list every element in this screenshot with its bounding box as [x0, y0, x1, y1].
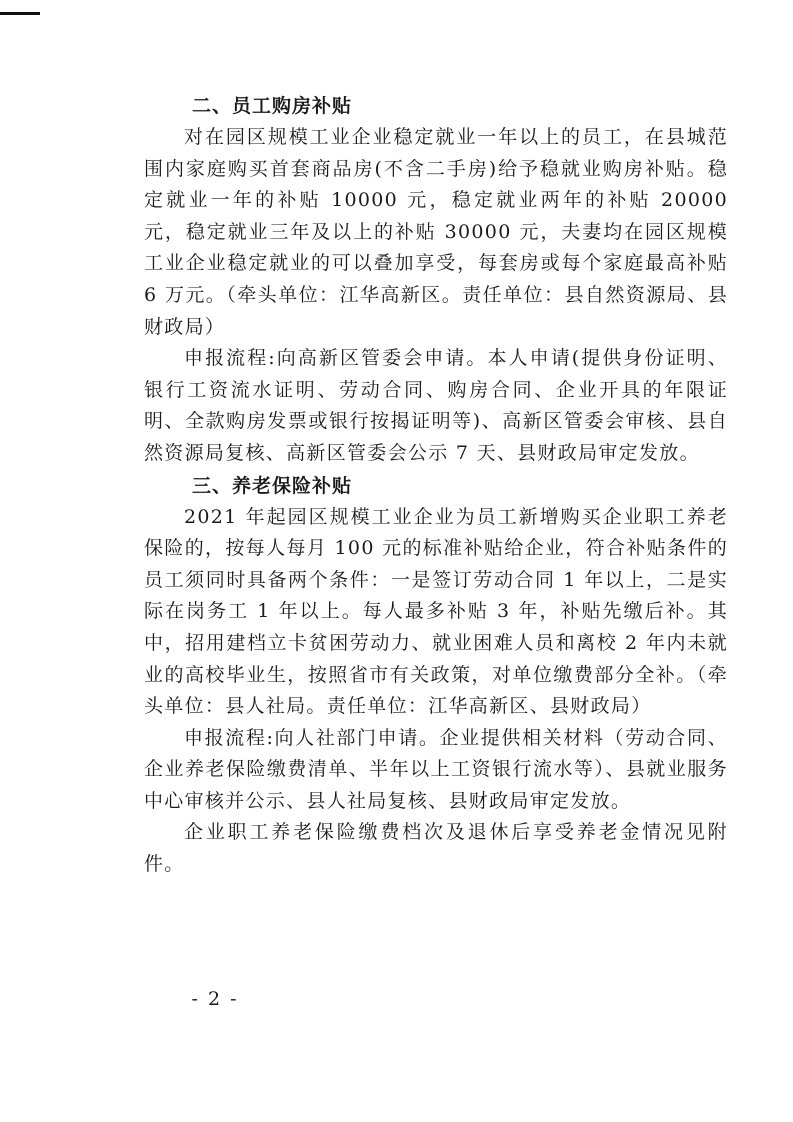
section-heading-pension-subsidy: 三、养老保险补贴 — [192, 474, 353, 497]
housing-subsidy-policy-paragraph: 对在园区规模工业企业稳定就业一年以上的员工，在县城范围内家庭购买首套商品房(不含二手房)给予稳就业购房补贴。稳定就业一年的补贴 10000 元，稳定就业两年的补贴 20000 元，稳定就业三年及以上的补贴 30000 元，夫妻均在园区规模工业企业稳定就业的可以叠加享受，每套房或每个家庭最高补贴 6 万元。（牵头单位：江华高新区。责任单位：县自然资源局、县财政局） — [144, 126, 728, 338]
pension-subsidy-application-process: 申报流程:向人社部门申请。企业提供相关材料（劳动合同、企业养老保险缴费清单、半年以上工资银行流水等）、县就业服务中心审核并公示、县人社局复核、县财政局审定发放。 — [144, 726, 728, 812]
corner-binding-mark — [0, 12, 40, 15]
pension-attachment-note: 企业职工养老保险缴费档次及退休后享受养老金情况见附件。 — [144, 821, 728, 876]
page-number: - 2 - — [191, 988, 239, 1010]
pension-subsidy-policy-paragraph: 2021 年起园区规模工业企业为员工新增购买企业职工养老保险的，按每人每月 100 元的标准补贴给企业，符合补贴条件的员工须同时具备两个条件：一是签订劳动合同 1 年以上，二是实际在岗务工 1 年以上。每人最多补贴 3 年，补贴先缴后补。其中，招用建档立卡贫困劳动力、就业困难人员和离校 2 年内未就业的高校毕业生，按照省市有关政策，对单位缴费部分全补。（牵头单位：县人社局。责任单位：江华高新区、县财政局） — [144, 505, 728, 718]
section-heading-housing-subsidy: 二、员工购房补贴 — [192, 95, 353, 117]
document-body — [144, 90, 728, 881]
housing-subsidy-application-process: 申报流程:向高新区管委会申请。本人申请(提供身份证明、银行工资流水证明、劳动合同、购房合同、企业开具的年限证明、全款购房发票或银行按揭证明等)、高新区管委会审核、县自然资源局复核、高新区管委会公示 7 天、县财政局审定发放。 — [144, 347, 728, 464]
